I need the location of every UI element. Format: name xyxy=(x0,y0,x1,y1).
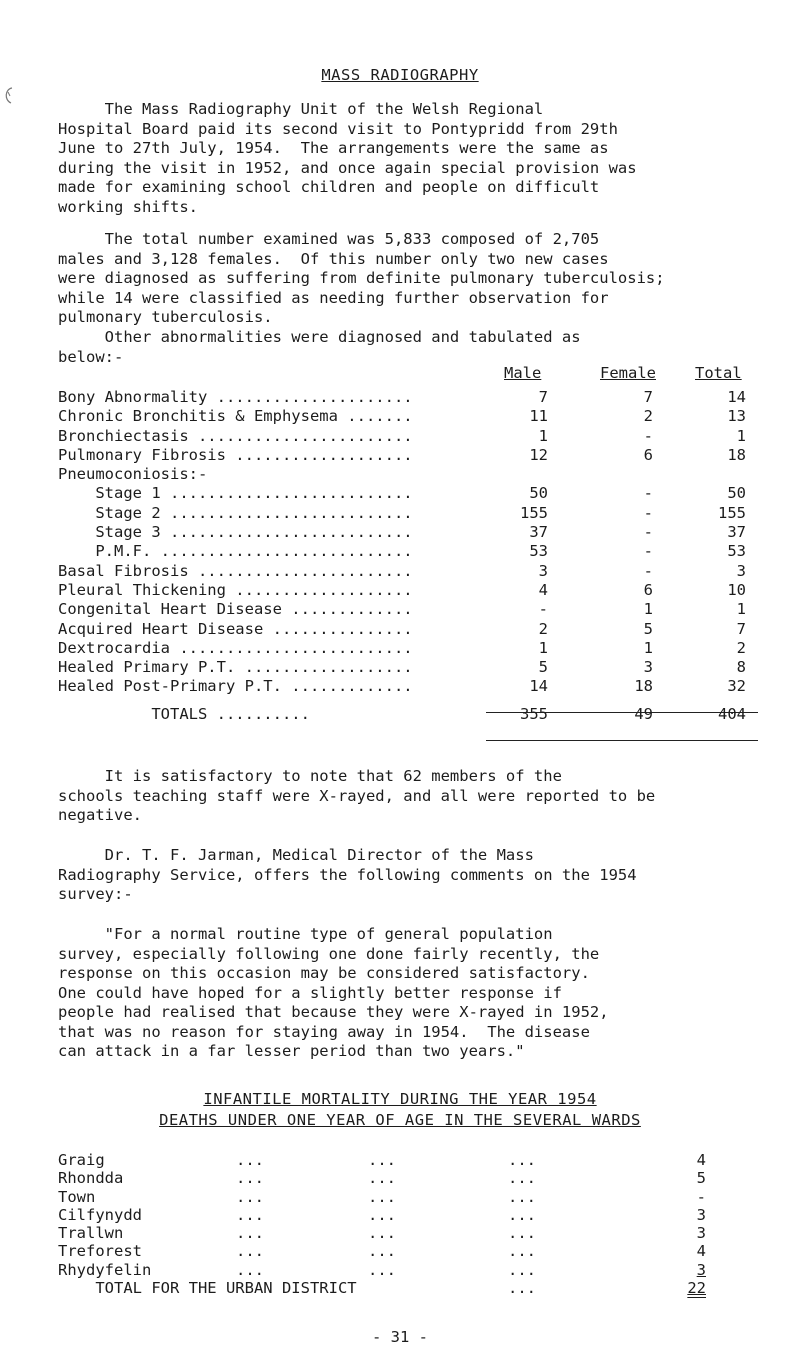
cell-total: 1 xyxy=(736,426,746,445)
cell-total: 14 xyxy=(727,388,746,406)
ward-total-value: 22 xyxy=(687,1279,706,1298)
leader-dots: ... xyxy=(508,1205,536,1224)
table-row xyxy=(58,620,758,639)
cell-female: 6 xyxy=(643,445,653,464)
cell-female: 1 xyxy=(643,638,653,657)
leader-dots: ... xyxy=(236,1187,264,1206)
ward-total-label: TOTAL FOR THE URBAN DISTRICT xyxy=(58,1279,357,1298)
cell-female: 3 xyxy=(643,658,653,677)
row-label: Stage 2 .......................... xyxy=(58,503,413,522)
leader-dots: ... xyxy=(368,1224,396,1243)
ward-value: 3 xyxy=(696,1205,706,1224)
leader-dots: ... xyxy=(236,1205,264,1224)
cell-male: 11 xyxy=(529,407,548,426)
leader-dots: ... xyxy=(368,1260,396,1279)
table-row xyxy=(58,677,758,696)
leader-dots: ... xyxy=(236,1224,264,1243)
leader-dots: ... xyxy=(236,1242,264,1261)
ward-value: 3 xyxy=(696,1260,706,1279)
table-row xyxy=(58,523,758,542)
leader-dots: ... xyxy=(368,1169,396,1188)
cell-male: 53 xyxy=(529,542,548,561)
cell-female: - xyxy=(643,561,653,580)
ward-row xyxy=(58,1224,758,1242)
para-line: It is satisfactory to note that 62 members of the xyxy=(58,767,562,785)
cell-total: 7 xyxy=(736,619,746,638)
cell-total: 50 xyxy=(727,484,746,503)
ward-row xyxy=(58,1242,758,1260)
para-line: were diagnosed as suffering from definite pulmonary tuberculosis; xyxy=(58,269,665,287)
table-row xyxy=(58,581,758,600)
leader-dots: ... xyxy=(508,1169,536,1188)
cell-total: 37 xyxy=(727,523,746,542)
ward-row xyxy=(58,1188,758,1206)
quote-paragraph xyxy=(58,925,748,1062)
leader-dots: ... xyxy=(368,1205,396,1224)
infant-mortality-title: INFANTILE MORTALITY DURING THE YEAR 1954 xyxy=(203,1090,597,1108)
para-line: Hospital Board paid its second visit to Pontypridd from 29th xyxy=(58,119,618,138)
leader-dots: ... xyxy=(368,1187,396,1206)
leader-dots: ... xyxy=(508,1187,536,1206)
header-male: Male xyxy=(504,364,542,382)
ward-value: 4 xyxy=(696,1151,706,1169)
cell-male: 7 xyxy=(538,388,548,406)
table-row xyxy=(58,427,758,446)
margin-mark-icon xyxy=(2,86,16,106)
para-line: people had realised that because they were X-rayed in 1952, xyxy=(58,1003,609,1021)
ward-name: Town xyxy=(58,1187,96,1206)
para-line: Radiography Service, offers the following comments on the 1954 xyxy=(58,865,637,884)
ward-row xyxy=(58,1261,758,1279)
para-line: Other abnormalities were diagnosed and tabulated as xyxy=(58,328,581,346)
table-body xyxy=(58,388,758,697)
cell-total: 2 xyxy=(736,638,746,657)
cell-total: 3 xyxy=(736,561,746,580)
table-row xyxy=(58,465,758,484)
cell-female: 18 xyxy=(634,677,653,696)
cell-female: - xyxy=(643,503,653,522)
staff-paragraph xyxy=(58,767,748,826)
cell-male: 4 xyxy=(538,580,548,599)
cell-total: 13 xyxy=(727,407,746,426)
infant-mortality-subtitle: DEATHS UNDER ONE YEAR OF AGE IN THE SEVERAL WARDS xyxy=(159,1111,641,1129)
ward-value: 3 xyxy=(696,1224,706,1243)
director-paragraph xyxy=(58,846,748,905)
leader-dots: ... xyxy=(508,1224,536,1243)
leader-dots: ... xyxy=(508,1279,536,1298)
ward-value: 5 xyxy=(696,1169,706,1188)
leader-dots: ... xyxy=(368,1242,396,1261)
ward-name: Trallwn xyxy=(58,1224,124,1243)
cell-female: - xyxy=(643,542,653,561)
table-row xyxy=(58,388,758,407)
cell-total: 155 xyxy=(718,503,746,522)
para-line: response on this occasion may be considered satisfactory. xyxy=(58,964,590,982)
leader-dots: ... xyxy=(236,1151,264,1169)
cell-male: 1 xyxy=(538,426,548,445)
cell-male: - xyxy=(538,600,548,619)
table-row xyxy=(58,484,758,503)
ward-name: Rhondda xyxy=(58,1169,124,1188)
cell-female: - xyxy=(643,484,653,503)
cell-male: 50 xyxy=(529,484,548,503)
cell-male: 37 xyxy=(529,523,548,542)
ward-name: Treforest xyxy=(58,1242,142,1261)
para-line: while 14 were classified as needing further observation for xyxy=(58,288,609,307)
cell-female: 7 xyxy=(643,388,653,406)
cell-total: 18 xyxy=(727,445,746,464)
leader-dots: ... xyxy=(236,1260,264,1279)
para-line: made for examining school children and people on difficult xyxy=(58,178,600,196)
totals-total: 404 xyxy=(718,704,746,723)
ward-value: - xyxy=(696,1187,706,1206)
cell-male: 1 xyxy=(538,638,548,657)
cell-male: 14 xyxy=(529,677,548,696)
para-line: during the visit in 1952, and once again special provision was xyxy=(58,158,637,177)
table-row xyxy=(58,658,758,677)
cell-male: 2 xyxy=(538,619,548,638)
para-line: pulmonary tuberculosis. xyxy=(58,308,273,326)
table-row xyxy=(58,639,758,658)
table-row xyxy=(58,600,758,619)
ward-name: Rhydyfelin xyxy=(58,1260,152,1279)
table-row xyxy=(58,542,758,561)
para-line: "For a normal routine type of general population xyxy=(58,925,553,943)
para-line: males and 3,128 females. Of this number only two new cases xyxy=(58,249,609,268)
table-row xyxy=(58,504,758,523)
para-line: below:- xyxy=(58,347,124,366)
row-label: Acquired Heart Disease ............... xyxy=(58,619,413,638)
para-line: that was no reason for staying away in 1954. The disease xyxy=(58,1022,590,1041)
row-label: Healed Primary P.T. .................. xyxy=(58,658,413,677)
row-label: Healed Post-Primary P.T. ............. xyxy=(58,677,413,696)
cell-female: - xyxy=(643,426,653,445)
cell-total: 8 xyxy=(736,658,746,677)
totals-male: 355 xyxy=(520,704,548,723)
table-row xyxy=(58,562,758,581)
totals-rule-bottom xyxy=(486,740,758,741)
row-label: Pneumoconiosis:- xyxy=(58,465,208,484)
para-line: June to 27th July, 1954. The arrangements were the same as xyxy=(58,139,609,157)
leader-dots: ... xyxy=(508,1151,536,1169)
abnormalities-table xyxy=(58,364,758,724)
para-line: survey:- xyxy=(58,885,133,903)
ward-row xyxy=(58,1206,758,1224)
ward-total-row xyxy=(58,1279,758,1297)
cell-male: 155 xyxy=(520,503,548,522)
cell-total: 10 xyxy=(727,580,746,599)
row-label: Chronic Bronchitis & Emphysema ....... xyxy=(58,407,413,426)
ward-row xyxy=(58,1169,758,1187)
ward-name: Cilfynydd xyxy=(58,1205,142,1224)
cell-total: 32 xyxy=(727,677,746,696)
cell-female: 5 xyxy=(643,619,653,638)
page-number: - 31 - xyxy=(372,1328,428,1346)
cell-male: 3 xyxy=(538,561,548,580)
para-line: The total number examined was 5,833 composed of 2,705 xyxy=(58,230,600,248)
para-line: Dr. T. F. Jarman, Medical Director of the Mass xyxy=(58,846,534,864)
table-header xyxy=(58,364,758,388)
header-total: Total xyxy=(695,364,742,382)
cell-female: 1 xyxy=(643,600,653,619)
cell-female: 6 xyxy=(643,580,653,599)
para-line: The Mass Radiography Unit of the Welsh Regional xyxy=(58,100,544,118)
para-line: One could have hoped for a slightly better response if xyxy=(58,983,562,1002)
para-line: working shifts. xyxy=(58,197,198,216)
cell-total: 53 xyxy=(727,542,746,561)
row-label: Bronchiectasis ....................... xyxy=(58,426,413,445)
totals-female: 49 xyxy=(634,704,653,723)
cell-female: - xyxy=(643,523,653,542)
cell-male: 12 xyxy=(529,445,548,464)
wards-list xyxy=(58,1151,758,1297)
abnormalities-intro xyxy=(58,328,748,367)
row-label: Pulmonary Fibrosis ................... xyxy=(58,445,413,464)
table-row xyxy=(58,446,758,465)
cell-female: 2 xyxy=(643,407,653,426)
totals-paragraph xyxy=(58,230,748,328)
table-row xyxy=(58,407,758,426)
para-line: survey, especially following one done fairly recently, the xyxy=(58,944,600,963)
row-label: Basal Fibrosis ....................... xyxy=(58,561,413,580)
row-label: Bony Abnormality ..................... xyxy=(58,388,413,406)
cell-total: 1 xyxy=(736,600,746,619)
totals-label: TOTALS .......... xyxy=(58,704,310,723)
leader-dots: ... xyxy=(508,1242,536,1261)
row-label: Stage 1 .......................... xyxy=(58,484,413,503)
cell-male: 5 xyxy=(538,658,548,677)
row-label: Stage 3 .......................... xyxy=(58,523,413,542)
page-heading: MASS RADIOGRAPHY xyxy=(321,66,479,84)
intro-paragraph xyxy=(58,100,748,217)
row-label: Congenital Heart Disease ............. xyxy=(58,600,413,619)
row-label: Dextrocardia ......................... xyxy=(58,638,413,657)
para-line: can attack in a far lesser period than two years." xyxy=(58,1042,525,1060)
para-line: negative. xyxy=(58,806,142,824)
leader-dots: ... xyxy=(236,1169,264,1188)
leader-dots: ... xyxy=(508,1260,536,1279)
row-label: P.M.F. ........................... xyxy=(58,542,413,561)
ward-name: Graig xyxy=(58,1151,105,1169)
totals-row xyxy=(58,705,758,724)
leader-dots: ... xyxy=(368,1151,396,1169)
ward-row xyxy=(58,1151,758,1169)
wards-body xyxy=(58,1151,758,1279)
ward-value: 4 xyxy=(696,1242,706,1261)
para-line: schools teaching staff were X-rayed, and all were reported to be xyxy=(58,786,656,805)
row-label: Pleural Thickening ................... xyxy=(58,580,413,599)
header-female: Female xyxy=(600,364,656,382)
